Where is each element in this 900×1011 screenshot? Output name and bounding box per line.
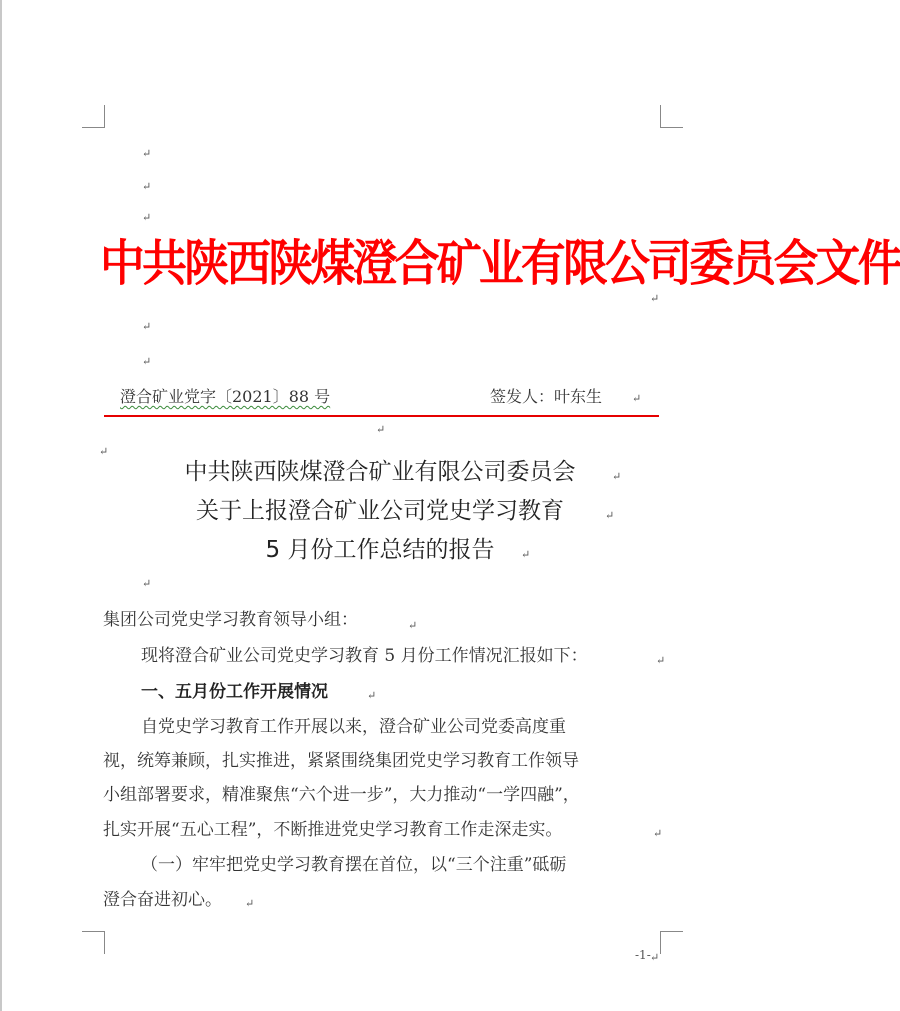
crop-mark-bottom-right bbox=[660, 931, 683, 954]
paragraph-line: 小组部署要求，精准聚焦“六个进一步”，大力推动“一学四融”， bbox=[103, 785, 580, 805]
paragraph-mark-icon: ↵ bbox=[656, 654, 666, 667]
paragraph-mark-icon: ↵ bbox=[142, 355, 152, 368]
paragraph-mark-icon: ↵ bbox=[245, 897, 255, 910]
paragraph-line: 视，统筹兼顾，扎实推进，紧紧围绕集团党史学习教育工作领导 bbox=[103, 751, 579, 771]
paragraph-mark-icon: ↵ bbox=[650, 951, 660, 964]
crop-mark-top-right bbox=[660, 105, 683, 128]
page-left-edge bbox=[0, 0, 2, 1011]
subsection-line: （一）牢牢把党史学习教育摆在首位，以“三个注重”砥砺 bbox=[141, 855, 567, 875]
paragraph-mark-icon: ↵ bbox=[376, 423, 386, 436]
paragraph-mark-icon: ↵ bbox=[367, 689, 377, 702]
paragraph-line: 自党史学习教育工作开展以来，澄合矿业公司党委高度重 bbox=[141, 717, 566, 737]
crop-mark-bottom-left bbox=[82, 931, 105, 954]
report-title-line-3: 5 月份工作总结的报告 bbox=[265, 537, 495, 563]
paragraph-line: 扎实开展“五心工程”，不断推进党史学习教育工作走深走实。 bbox=[103, 820, 563, 840]
intro-paragraph: 现将澄合矿业公司党史学习教育 5 月份工作情况汇报如下： bbox=[141, 646, 588, 666]
paragraph-mark-icon: ↵ bbox=[632, 392, 642, 405]
paragraph-mark-icon: ↵ bbox=[142, 577, 152, 590]
paragraph-mark-icon: ↵ bbox=[142, 211, 152, 224]
paragraph-mark-icon: ↵ bbox=[142, 147, 152, 160]
paragraph-mark-icon: ↵ bbox=[99, 445, 109, 458]
crop-mark-top-left bbox=[82, 105, 105, 128]
subsection-line: 澄合奋进初心。 bbox=[103, 890, 222, 910]
paragraph-mark-icon: ↵ bbox=[142, 180, 152, 193]
paragraph-mark-icon: ↵ bbox=[612, 470, 622, 483]
paragraph-mark-icon: ↵ bbox=[142, 320, 152, 333]
report-title-line-1: 中共陕西陕煤澄合矿业有限公司委员会 bbox=[184, 459, 576, 485]
salutation: 集团公司党史学习教育领导小组： bbox=[103, 610, 358, 630]
paragraph-mark-icon: ↵ bbox=[605, 509, 615, 522]
page-number: -1- bbox=[635, 948, 651, 962]
document-number: 澄合矿业党字〔2021〕88 号 bbox=[120, 387, 331, 406]
section-heading: 一、五月份工作开展情况 bbox=[141, 682, 328, 702]
paragraph-mark-icon: ↵ bbox=[408, 619, 418, 632]
red-separator-line bbox=[104, 415, 659, 417]
paragraph-mark-icon: ↵ bbox=[521, 548, 531, 561]
report-title-line-2: 关于上报澄合矿业公司党史学习教育 bbox=[196, 498, 564, 524]
paragraph-mark-icon: ↵ bbox=[653, 827, 663, 840]
red-header-title: 中共陕西陕煤澄合矿业有限公司委员会文件 bbox=[100, 235, 900, 292]
signer: 签发人：叶东生 bbox=[490, 387, 603, 406]
paragraph-mark-icon: ↵ bbox=[650, 292, 660, 305]
